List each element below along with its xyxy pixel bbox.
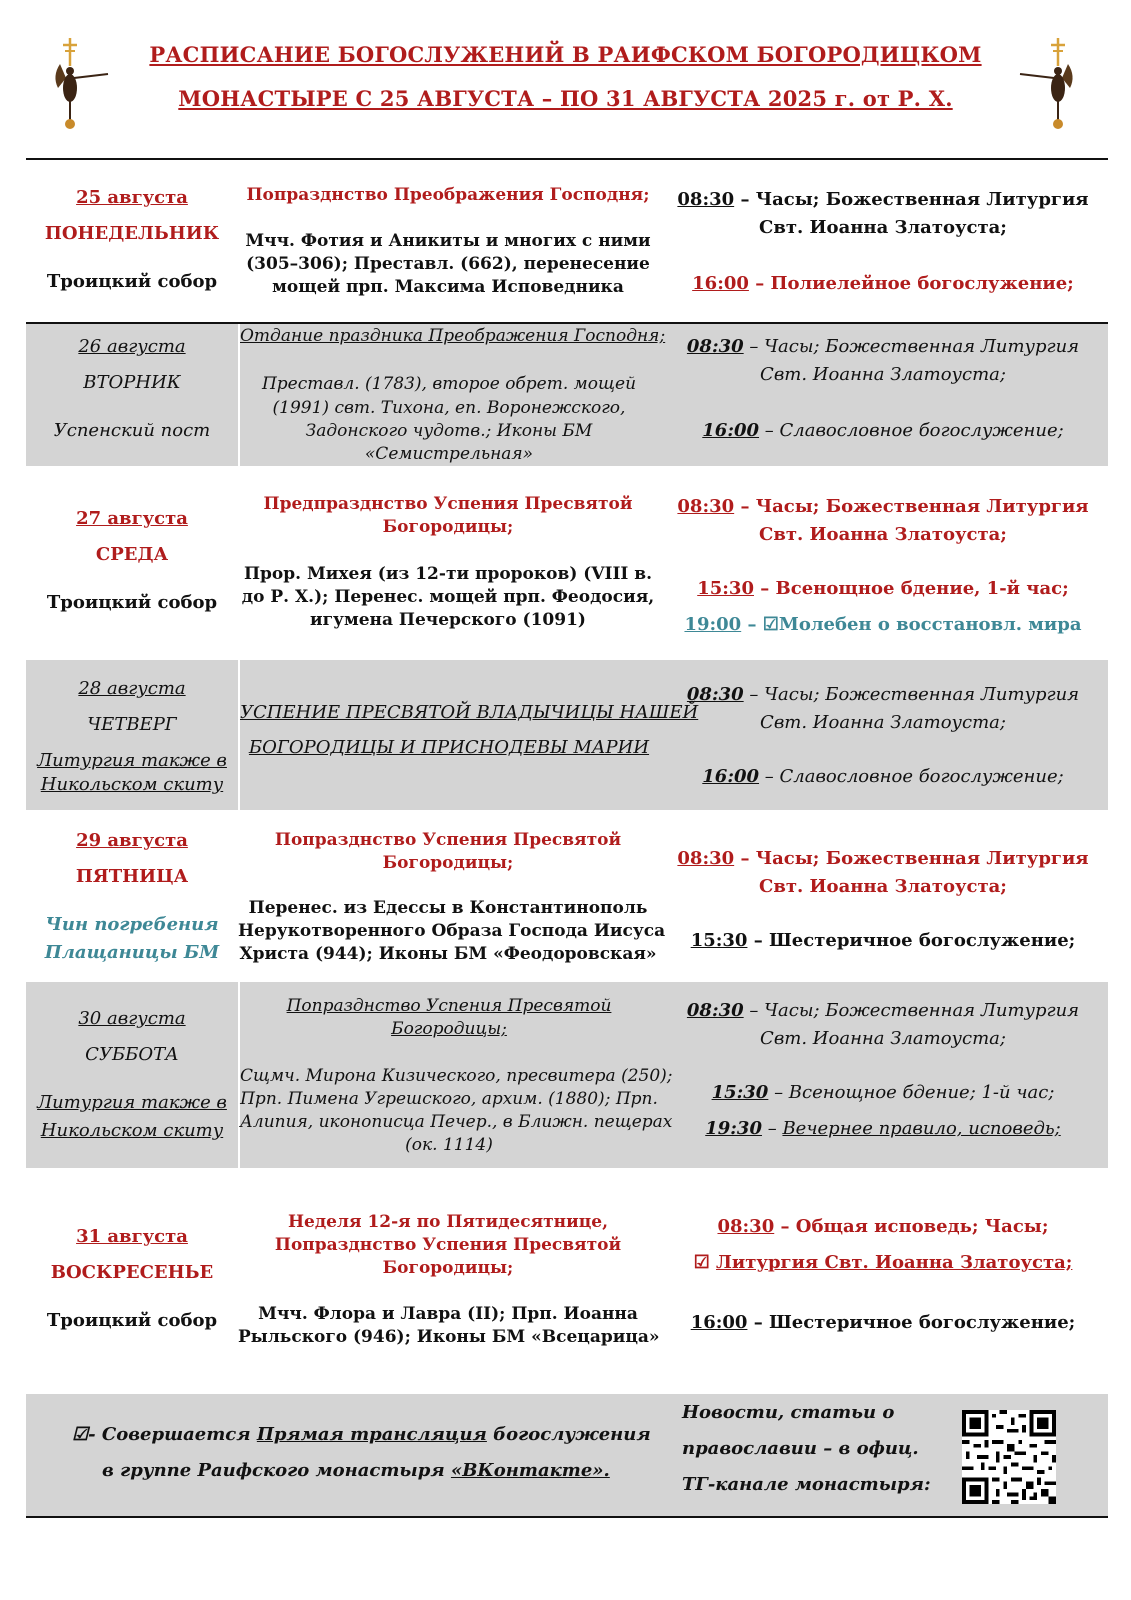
- service-item: 15:30 – Шестеричное богослужение;: [690, 930, 1076, 951]
- day-date: 28 августа: [78, 678, 186, 699]
- day-date: 26 августа: [78, 336, 186, 357]
- day-row-29-aug: [26, 818, 1108, 978]
- service-item-cont: Свт. Иоанна Златоуста;: [759, 876, 1007, 897]
- day-row-28-aug: [26, 660, 1108, 810]
- day-row-25-aug: [26, 175, 1108, 323]
- saints-line: Мчч. Флора и Лавра (II); Прп. Иоанна: [258, 1304, 638, 1324]
- service-item-cont: Свт. Иоанна Златоуста;: [760, 1028, 1006, 1049]
- day-place: Литургия также в: [37, 1092, 227, 1113]
- service-item-cont: ☑ Литургия Свт. Иоанна Златоуста;: [693, 1252, 1073, 1273]
- news-text-line: православии – в офиц.: [682, 1438, 919, 1459]
- day-feast: [238, 324, 666, 466]
- feast-title: Богородицы;: [382, 517, 514, 537]
- day-services: [658, 660, 1108, 810]
- saints-line: Перенес. из Едессы в Константинополь: [248, 898, 648, 918]
- feast-title: Отдание праздника Преображения Господня;: [240, 326, 666, 346]
- day-services: [658, 175, 1108, 323]
- day-weekday: ПОНЕДЕЛЬНИК: [44, 223, 220, 244]
- saints-line: Прп. Пимена Угрешского, архим. (1880); Прп.: [240, 1089, 658, 1109]
- day-info: [26, 818, 238, 978]
- saints-line: Задонского чудотв.; Иконы БМ: [305, 421, 593, 441]
- broadcast-check-icon: ☑: [693, 1252, 710, 1273]
- day-weekday: ПЯТНИЦА: [75, 866, 189, 887]
- day-info: [26, 1200, 238, 1370]
- saints-line: (1991) свт. Тихона, еп. Воронежского,: [272, 398, 626, 418]
- day-info: [26, 660, 238, 810]
- header: [0, 0, 1131, 160]
- feast-title: Богородицы;: [382, 853, 514, 873]
- saints-line: до Р. Х.); Перенес. мощей прп. Феодосия,: [241, 587, 655, 607]
- service-item-cont: Свт. Иоанна Златоуста;: [759, 217, 1007, 238]
- day-services: [658, 1200, 1108, 1370]
- day-date: 30 августа: [78, 1008, 186, 1029]
- day-row-31-aug: [26, 1200, 1108, 1370]
- saints-line: Нерукотворенного Образа Господа Иисуса: [238, 921, 666, 941]
- day-place: Чин погребения: [45, 914, 219, 935]
- day-place: Троицкий собор: [46, 1310, 218, 1331]
- day-place: Литургия также в: [37, 750, 227, 771]
- day-services: [658, 324, 1108, 466]
- day-info: [26, 484, 238, 654]
- service-item: 19:30 – Вечернее правило, исповедь;: [705, 1118, 1061, 1139]
- service-item-broadcast: 19:00 – ☑Молебен о восстановл. мира: [684, 614, 1082, 635]
- day-feast: [238, 175, 658, 323]
- feast-title: Предпразднство Успения Пресвятой: [263, 494, 633, 514]
- news-text-line: Новости, статьи о: [682, 1402, 895, 1423]
- feast-title: Неделя 12-я по Пятидесятнице,: [287, 1212, 609, 1232]
- day-date: 29 августа: [76, 830, 188, 851]
- day-row-30-aug: [26, 982, 1108, 1168]
- day-weekday: СРЕДА: [95, 544, 169, 565]
- saints-line: Сщмч. Мирона Кизического, пресвитера (250);: [240, 1066, 673, 1086]
- day-info: [26, 982, 238, 1168]
- service-item: 08:30 – Общая исповедь; Часы;: [717, 1216, 1049, 1237]
- day-weekday: ВТОРНИК: [83, 372, 181, 393]
- day-services: [658, 818, 1108, 978]
- vkontakte-link[interactable]: «ВКонтакте».: [450, 1460, 610, 1481]
- day-place: Успенский пост: [53, 420, 211, 441]
- feast-title: Попразднство Преображения Господня;: [246, 185, 650, 205]
- saints-line: Христа (944); Иконы БМ «Феодоровская»: [239, 944, 657, 964]
- feast-title: УСПЕНИЕ ПРЕСВЯТОЙ ВЛАДЫЧИЦЫ НАШЕЙ: [240, 702, 699, 723]
- day-date: 27 августа: [76, 508, 188, 529]
- broadcast-note-line-1: ☑- Совершается Прямая трансляция богослужения: [72, 1424, 651, 1445]
- day-place: Никольском скиту: [40, 1120, 224, 1141]
- day-feast: [238, 1200, 658, 1370]
- saints-line: Прор. Михея (из 12-ти пророков) (VIII в.: [243, 564, 653, 584]
- service-item: 16:00 – Славословное богослужение;: [702, 420, 1064, 441]
- day-place: Плащаницы БМ: [44, 942, 220, 963]
- service-item: 15:30 – Всенощное бдение; 1-й час;: [711, 1082, 1055, 1103]
- day-services: [658, 484, 1108, 654]
- day-services: [658, 982, 1108, 1168]
- footer-note: [26, 1394, 1108, 1516]
- broadcast-check-icon: ☑: [72, 1424, 89, 1445]
- day-info: [26, 175, 238, 323]
- page-title-line-1: РАСПИСАНИЕ БОГОСЛУЖЕНИЙ В РАИФСКОМ БОГОРОДИЦКОМ: [149, 42, 982, 67]
- service-item: 08:30 – Часы; Божественная Литургия: [686, 1000, 1080, 1021]
- day-place: Троицкий собор: [46, 592, 218, 613]
- service-item-cont: Свт. Иоанна Златоуста;: [759, 524, 1007, 545]
- broadcast-note-line-2: в группе Раифского монастыря «ВКонтакте».: [102, 1460, 610, 1481]
- day-feast: [238, 484, 658, 654]
- day-place: Троицкий собор: [46, 271, 218, 292]
- feast-title: Богородицы;: [391, 1019, 507, 1039]
- saints-line: (305–306); Преставл. (662), перенесение: [246, 254, 650, 274]
- service-item: 08:30 – Часы; Божественная Литургия: [686, 684, 1080, 705]
- day-place: Никольском скиту: [40, 774, 224, 795]
- page-title-line-2: МОНАСТЫРЕ С 25 АВГУСТА – ПО 31 АВГУСТА 2025 г. от Р. Х.: [178, 86, 953, 111]
- service-item: 08:30 – Часы; Божественная Литургия: [677, 496, 1089, 517]
- saints-line: Рыльского (946); Иконы БМ «Всецарица»: [238, 1327, 660, 1347]
- day-feast: [238, 660, 699, 810]
- day-weekday: ВОСКРЕСЕНЬЕ: [50, 1262, 214, 1283]
- saints-line: игумена Печерского (1091): [310, 610, 586, 630]
- day-row-26-aug: [26, 324, 1108, 466]
- service-item: 08:30 – Часы; Божественная Литургия: [686, 336, 1080, 357]
- feast-title: БОГОРОДИЦЫ И ПРИСНОДЕВЫ МАРИИ: [248, 737, 650, 758]
- day-info: [26, 324, 238, 466]
- saints-line: (ок. 1114): [405, 1135, 493, 1155]
- qr-code-icon[interactable]: [962, 1410, 1056, 1504]
- direct-broadcast-link[interactable]: Прямая трансляция: [256, 1424, 487, 1445]
- bottom-divider: [26, 1516, 1108, 1518]
- saints-line: мощей прп. Максима Исповедника: [272, 277, 624, 297]
- saints-line: Мчч. Фотия и Аникиты и многих с ними: [245, 231, 651, 251]
- feast-title: Попразднство Успения Пресвятой: [274, 830, 622, 850]
- day-feast: [238, 818, 666, 978]
- service-item: 16:00 – Шестеричное богослужение;: [690, 1312, 1076, 1333]
- news-text-line: ТГ-канале монастыря:: [682, 1474, 931, 1495]
- feast-title: Попразднство Успения Пресвятой: [286, 996, 612, 1016]
- day-weekday: СУББОТА: [85, 1044, 179, 1065]
- day-row-27-aug: [26, 484, 1108, 654]
- service-item: 08:30 – Часы; Божественная Литургия: [677, 848, 1089, 869]
- service-item-cont: Свт. Иоанна Златоуста;: [760, 364, 1006, 385]
- feast-title: Попразднство Успения Пресвятой: [274, 1235, 622, 1255]
- day-date: 25 августа: [76, 187, 188, 208]
- day-feast: [238, 982, 673, 1168]
- saints-line: Преставл. (1783), второе обрет. мощей: [261, 374, 637, 394]
- service-item: 15:30 – Всенощное бдение, 1-й час;: [697, 578, 1069, 599]
- feast-title: Богородицы;: [382, 1258, 514, 1278]
- top-divider: [26, 158, 1108, 160]
- saints-line: «Семистрельная»: [364, 444, 534, 464]
- service-item: 16:00 – Полиелейное богослужение;: [692, 273, 1074, 294]
- saints-line: Алипия, иконописца Печер., в Ближн. пещерах: [240, 1112, 673, 1132]
- day-date: 31 августа: [76, 1226, 188, 1247]
- service-item: 08:30 – Часы; Божественная Литургия: [677, 189, 1089, 210]
- service-item: 16:00 – Славословное богослужение;: [702, 766, 1064, 787]
- day-weekday: ЧЕТВЕРГ: [87, 714, 177, 735]
- service-item-cont: Свт. Иоанна Златоуста;: [760, 712, 1006, 733]
